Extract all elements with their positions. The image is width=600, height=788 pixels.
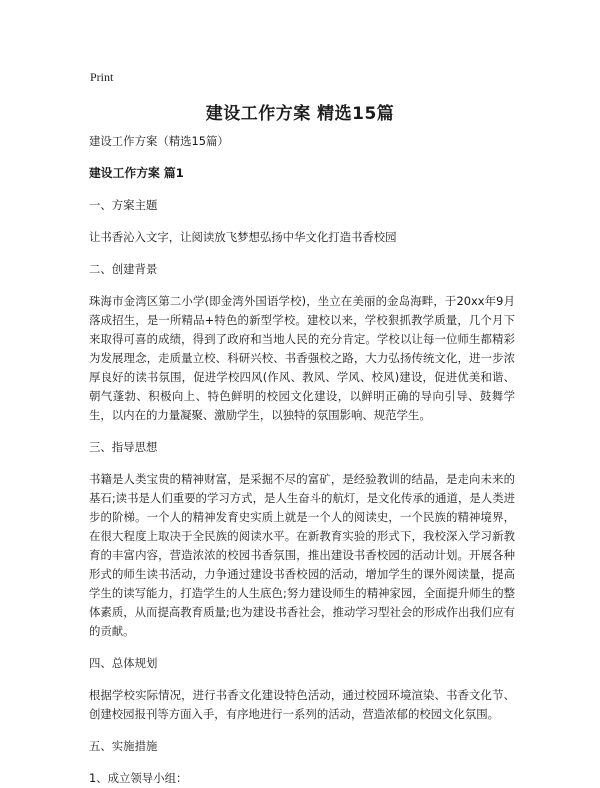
section-body-background: 珠海市金湾区第二小学(即金湾外国语学校)，坐立在美丽的金岛海畔，于20xx年9月落成招生，是一所精品+特色的新型学校。建校以来，学校狠抓教学质量，几个月下来取得可喜的成绩，得到了政府和当地人民的充分肯定。学校以让每一位师生都精彩为发展理念，走质量立校、科研兴校、书香强校之路，大力弘扬传统文化，进一步浓厚良好的读书氛围，促进学校四风(作风、教风、学风、校风)建设，促进优美和谐、朝气蓬勃、积极向上、特色鲜明的校园文化建设，以鲜明正确的导向引导、鼓舞学生，以内在的力量凝聚、激励学生，以独特的氛围影响、规范学生。 [89,294,515,422]
section-body-planning: 根据学校实际情况，进行书香文化建设特色活动，通过校园环境渲染、书香文化节、创建校园报刊等方面入手，有序地进行一系列的活动，营造浓郁的校园文化氛围。 [89,688,515,721]
document-body [89,132,515,788]
document-title: 建设工作方案 精选15篇 [205,104,395,124]
section-body-measures: 1、成立领导小组： [89,771,188,785]
section-heading-planning: 四、总体规划 [89,656,158,670]
print-link[interactable]: Print [90,70,114,84]
section-heading-background: 二、创建背景 [89,262,158,276]
section-body-topic: 让书香沁入文字，让阅读放飞梦想弘扬中华文化打造书香校园 [89,230,397,244]
section-heading-guiding: 三、指导思想 [89,440,158,454]
document-subtitle: 建设工作方案（精选15篇） [89,134,229,148]
section-heading-measures: 五、实施措施 [89,739,158,753]
article-heading: 建设工作方案 篇1 [89,166,184,180]
section-body-guiding: 书籍是人类宝贵的精神财富，是采掘不尽的富矿，是经验教训的结晶，是走向未来的基石;读书是人们重要的学习方式，是人生奋斗的航灯，是文化传承的通道，是人类进步的阶梯。一个人的精神发育史实质上就是一个人的阅读史，一个民族的精神境界，在很大程度上取决于全民族的阅读水平。在新教育实验的形式下，我校深入学习新教育的丰富内容，营造浓浓的校园书香氛围，推出建设书香校园的活动计划。开展各种形式的师生读书活动，力争通过建设书香校园的活动，增加学生的课外阅读量，提高学生的读写能力，打造学生的人生底色;努力建设师生的精神家园，全面提升师生的整体素质，从而提高教育质量;也为建设书香社会，推动学习型社会的形成作出我们应有的贡献。 [89,472,515,638]
section-heading-topic: 一、方案主题 [89,198,158,212]
